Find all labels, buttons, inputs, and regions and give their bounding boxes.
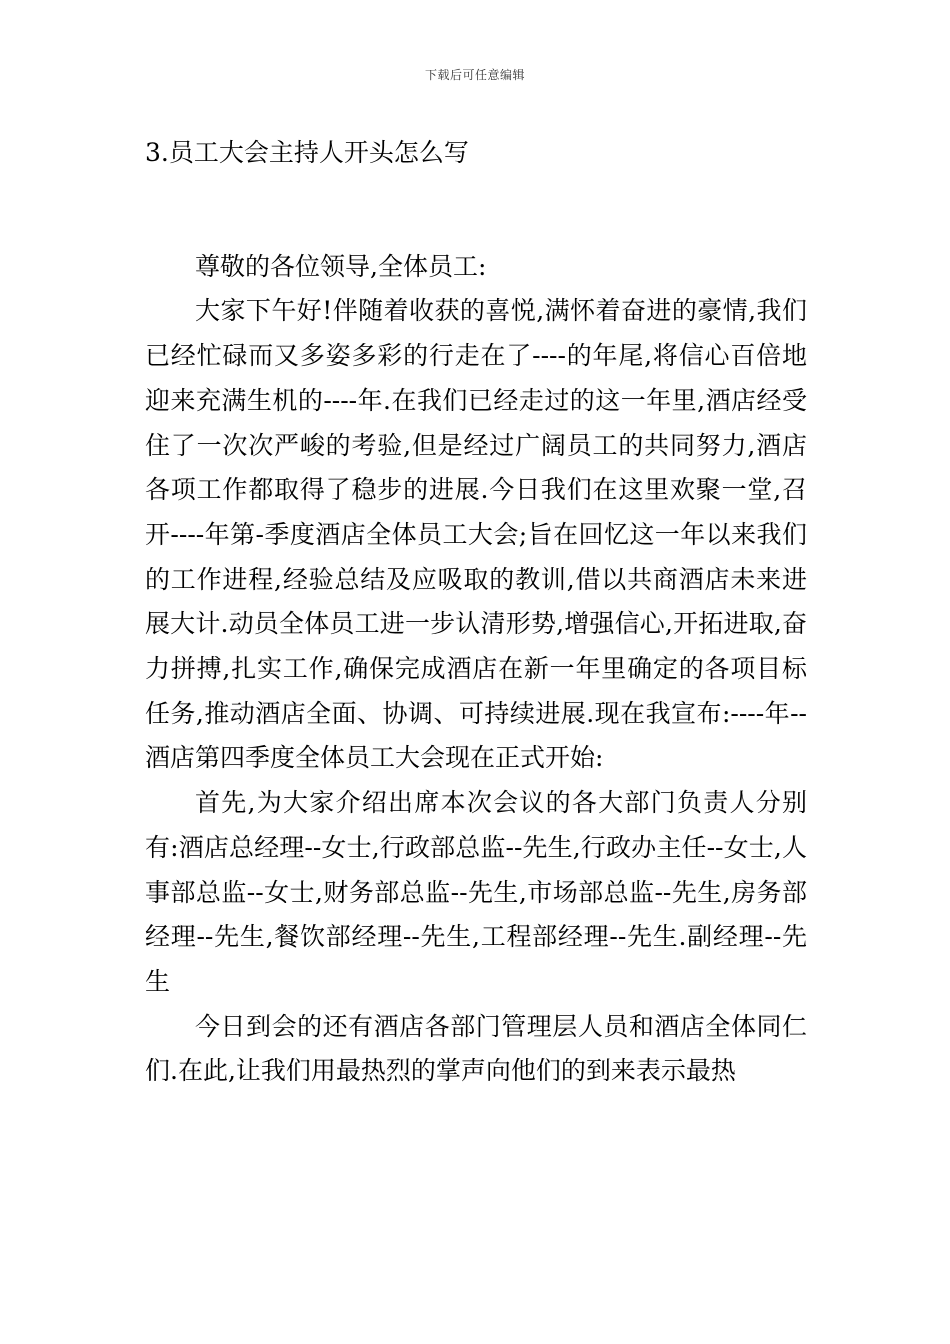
section-title: 3.员工大会主持人开头怎么写	[145, 138, 469, 167]
introduction-paragraph: 首先,为大家介绍出席本次会议的各大部门负责人分别有:酒店总经理--女士,行政部总监--先生,行政办主任--女士,人事部总监--女士,财务部总监--先生,市场部总监--先生,房务部经理--先生,餐饮部经理--先生,工程部经理--先生.副经理--先生	[145, 788, 807, 996]
salutation-paragraph: 尊敬的各位领导,全体员工:	[195, 251, 487, 281]
spacer	[145, 176, 807, 245]
header-note: 下载后可任意编辑	[424, 68, 525, 82]
opening-paragraph: 大家下午好!伴随着收获的喜悦,满怀着奋进的豪情,我们已经忙碌而又多姿多彩的行走在了----的年尾,将信心百倍地迎来充满生机的----年.在我们已经走过的这一年里,酒店经受住了一次次严峻的考验,但是经过广阔员工的共同努力,酒店各项工作都取得了稳步的进展.今日我们在这里欢聚一堂,召开----年第-季度酒店全体员工大会;旨在回忆这一年以来我们的工作进程,经验总结及应吸取的教训,借以共商酒店未来进展大计.动员全体员工进一步认清形势,增强信心,开拓进取,奋力拼搏,扎实工作,确保完成酒店在新一年里确定的各项目标任务,推动酒店全面、协调、可持续进展.现在我宣布:----年--酒店第四季度全体员工大会现在正式开始:	[145, 296, 807, 773]
document-body	[145, 131, 807, 1094]
attendees-paragraph: 今日到会的还有酒店各部门管理层人员和酒店全体同仁们.在此,让我们用最热烈的掌声向他们的到来表示最热	[145, 1011, 807, 1086]
